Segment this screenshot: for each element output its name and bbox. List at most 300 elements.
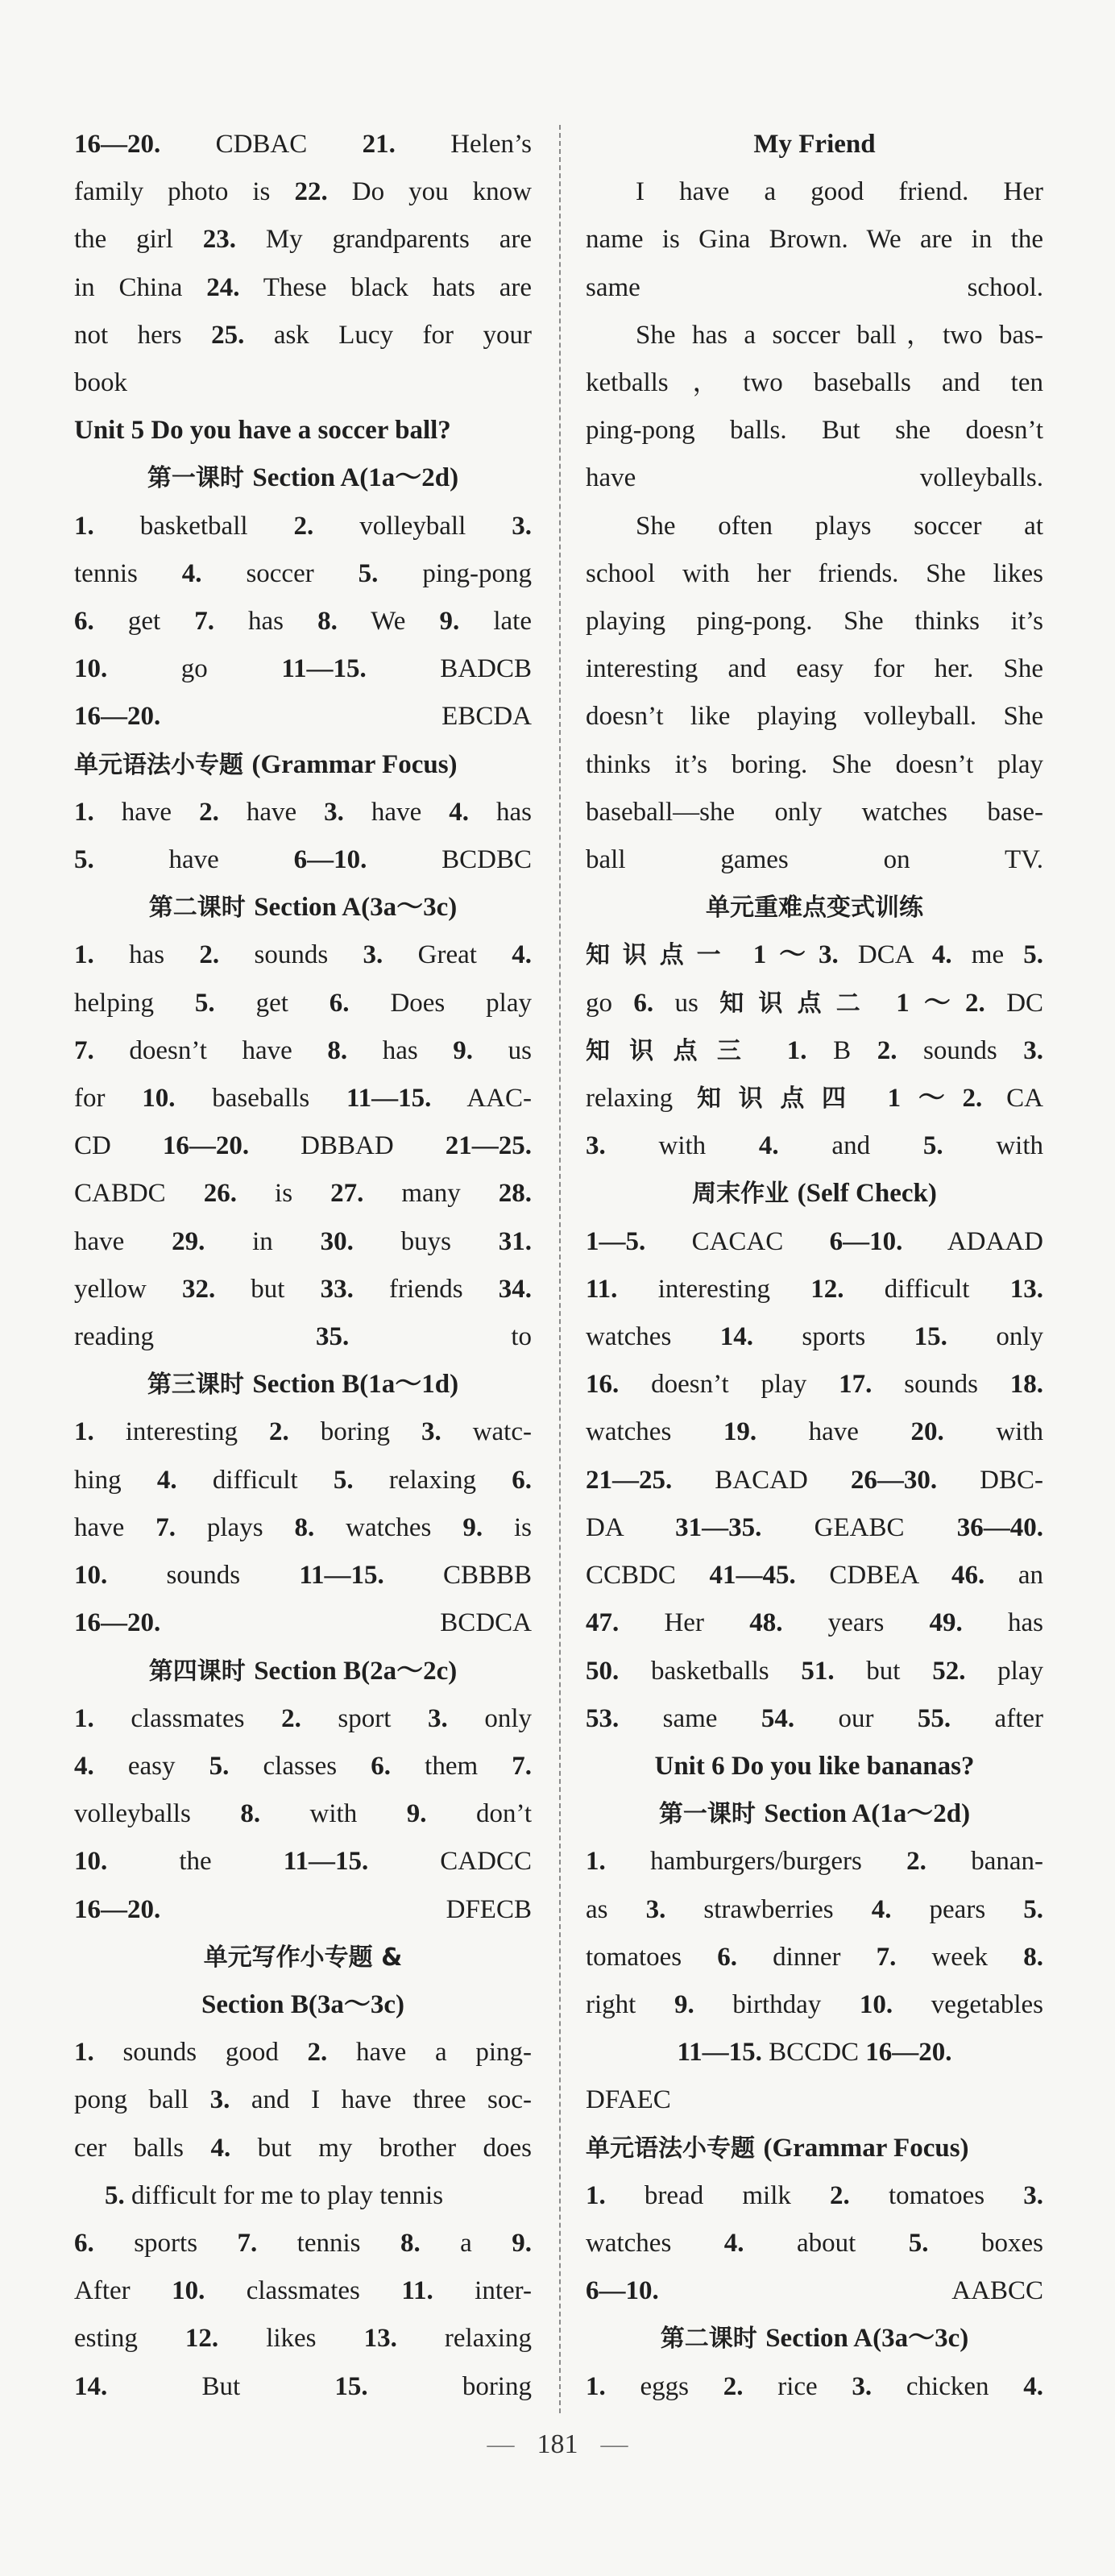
answer-text: hing [74,1465,157,1495]
question-number: 25. [211,320,245,350]
question-number: 6. [74,2228,94,2258]
right-line [586,1408,1043,1456]
answer-text: ketballs，two baseballs and ten [586,368,1043,398]
question-number: 3. [1023,2180,1043,2210]
answer-text: the girl [74,225,203,255]
question-number: 8. [240,1799,261,1829]
answer-text: but my brother does [230,2133,532,2163]
left-line [74,216,532,263]
answer-text: watches [586,1322,720,1352]
question-number: 16—20. [74,702,161,732]
right-line [586,2172,1043,2220]
question-number: 1～2. [863,1084,983,1114]
answer-text: EBCDA [160,702,532,732]
section-heading: Unit 6 Do you like bananas? [654,1751,975,1781]
answer-text: Her [619,1608,750,1638]
question-number: 33. [320,1274,354,1304]
question-number: 3. [1023,1035,1043,1065]
answer-text: to [349,1322,532,1352]
question-number: 5. [74,845,94,875]
section-heading-cn: 第二课时 [148,894,255,923]
question-number: 51. [801,1656,835,1686]
question-number: 4. [449,797,469,827]
footer-dash-left: — [487,2429,515,2459]
answer-text: in China [74,272,207,302]
right-line [586,1934,1043,1981]
answer-text: us [473,1035,532,1065]
right-line [586,1695,1043,1743]
question-number: 50. [586,1656,620,1686]
answer-text: for [74,1084,143,1114]
answer-text: vegetables [893,1989,1043,2019]
question-number: 9. [462,1512,483,1542]
answer-text: DFECB [160,1894,532,1924]
question-number: 2. [269,1417,289,1447]
knowledge-point-label: 知识点三 [586,1036,761,1065]
answer-text: has [93,940,200,970]
answer-text: sounds [107,1561,300,1591]
left-line [74,1218,532,1266]
question-number: 1～3. [733,940,839,970]
question-number: 5. [333,1465,354,1495]
answer-text: easy [93,1751,209,1781]
answer-text: but [834,1656,933,1686]
left-line [74,1408,532,1456]
question-number: 54. [761,1703,795,1733]
right-line [586,693,1043,740]
answer-text: AABCC [658,2276,1043,2306]
answer-text: difficult [844,1274,1010,1304]
answer-text: relaxing [353,1465,512,1495]
question-number: 20. [910,1417,944,1447]
left-line [74,1027,532,1075]
question-number: 9. [674,1989,694,2019]
question-number: 32. [181,1274,216,1304]
question-number: 3. [209,2085,230,2115]
answer-text: interesting [617,1274,811,1304]
answer-text: get [214,988,330,1018]
left-line [74,1886,532,1934]
question-number: 4. [512,940,532,970]
answer-text: sports [93,2228,238,2258]
section-heading-cn: 单元语法小专题 [74,750,252,779]
right-line [586,1027,1043,1075]
left-line [74,312,532,359]
answer-text: BCDBC [367,845,532,875]
question-number: 10. [859,1989,893,2019]
question-number: 4. [758,1131,779,1161]
answer-text: tennis [74,558,182,588]
answer-text: boring [367,2371,532,2401]
question-number: 1. [586,2371,606,2401]
question-number: 1. [74,940,94,970]
question-number: 5. [209,1751,230,1781]
question-number: 2. [307,2038,328,2068]
right-line [586,1122,1043,1170]
answer-text: DBBAD [249,1131,446,1161]
left-line [74,789,532,836]
section-heading: My Friend [753,130,876,159]
answer-text: classmates [205,2276,402,2306]
question-number: 6—10. [829,1226,903,1256]
section-heading-cn: 第二课时 [660,2325,766,2354]
answer-text: me [951,940,1024,970]
right-line [586,1504,1043,1552]
answer-text: sounds good [93,2038,308,2068]
right-line [586,1361,1043,1408]
left-line [74,1934,532,1981]
right-line [586,1266,1043,1313]
left-line [74,1457,532,1504]
left-line [74,1981,532,2029]
question-number: 5. [922,1131,943,1161]
answer-text: baseballs [175,1084,346,1114]
question-number: 19. [723,1417,757,1447]
left-line [74,2076,532,2124]
answer-text: DBC- [937,1465,1043,1495]
question-number: 2. [830,2180,850,2210]
answer-text: same [619,1703,761,1733]
answer-text: DFAEC [586,2085,671,2115]
answer-text: reading [74,1322,317,1352]
section-heading: (Grammar Focus) [763,2133,969,2163]
answer-text: and I have three soc- [230,2085,532,2115]
question-number: 2. [906,1847,926,1877]
answer-text: go [586,988,634,1018]
section-heading: Section A(3a～3c) [765,2324,969,2354]
question-number: 9. [512,2228,532,2258]
answer-text: have [756,1417,911,1447]
left-line [74,598,532,645]
question-number: 53. [586,1703,620,1733]
question-number: 5. [194,988,215,1018]
answer-text: them [391,1751,512,1781]
answer-text: friends [353,1274,499,1304]
question-number: 1. [74,1703,94,1733]
question-number: 8. [294,1512,315,1542]
answer-text: with [943,1417,1043,1447]
left-line [74,503,532,550]
left-line [74,550,532,598]
answer-text: relaxing [586,1084,698,1114]
question-number: 7. [74,1035,94,1065]
answer-text: same school. [586,272,1043,302]
question-number: 28. [498,1179,532,1209]
answer-text: watches [314,1512,463,1542]
left-line [74,1504,532,1552]
right-line [586,1075,1043,1122]
left-line [74,2315,532,2362]
answer-text: difficult [176,1465,334,1495]
section-heading: Section A(1a～2d) [764,1799,971,1829]
knowledge-point-label: 知识点四 [697,1085,864,1114]
knowledge-point-label: 知识点一 [586,941,734,970]
left-line [74,1743,532,1790]
question-number: 1. [586,2180,606,2210]
question-number: 16—20. [865,2038,952,2068]
question-number: 29. [172,1226,205,1256]
answer-text: boring [288,1417,421,1447]
right-line [586,2315,1043,2362]
answer-text: CDBEA [795,1561,951,1591]
right-line [586,741,1043,789]
right-line [586,407,1043,454]
question-number: 8. [317,607,338,637]
left-line [74,2125,532,2172]
question-number: 49. [929,1608,963,1638]
right-line [586,1599,1043,1647]
right-line [586,598,1043,645]
question-number: 48. [749,1608,783,1638]
answer-text: soccer [201,558,359,588]
answer-text: have a ping- [327,2038,532,2068]
answer-text: BACAD [672,1465,851,1495]
question-number: 1—5. [586,1226,646,1256]
question-number: 5. [105,2180,125,2210]
question-number: 15. [914,1322,947,1352]
answer-text: sport [301,1703,428,1733]
right-line [586,884,1043,931]
question-number: 4. [723,2228,744,2258]
answer-text: watc- [441,1417,532,1447]
answer-text: tomatoes [586,1942,718,1972]
answer-text: likes [218,2324,364,2354]
left-line [74,1075,532,1122]
section-heading-cn: 第一课时 [147,464,253,493]
answer-text: bread milk [605,2180,831,2210]
question-number: 3. [586,1131,606,1161]
left-line [74,2267,532,2315]
answer-text: CBBBB [383,1561,532,1591]
right-line [586,1790,1043,1838]
right-line [586,1648,1043,1695]
section-heading-cn: 单元语法小专题 [586,2134,764,2163]
section-heading-cn: 单元写作小专题 & [203,1943,403,1972]
answer-text: years [782,1608,930,1638]
left-line [74,1790,532,1838]
left-line [74,741,532,789]
answer-text: ball games on TV. [586,845,1043,875]
left-line [74,1122,532,1170]
right-line [586,789,1043,836]
answer-text: basketball [93,511,294,541]
section-heading-cn: 第一课时 [658,1800,765,1829]
answer-text: many [363,1179,499,1209]
answer-text: have [343,797,450,827]
answer-text: only [447,1703,532,1733]
right-column [586,121,1043,2411]
question-number: 10. [74,1847,108,1877]
question-number: 9. [453,1035,474,1065]
question-number: 5. [1023,940,1043,970]
question-number: 14. [719,1322,753,1352]
question-number: 10. [142,1084,176,1114]
right-line [586,1457,1043,1504]
question-number: 10. [74,654,108,684]
answer-text: have [74,1512,156,1542]
right-line [586,2125,1043,2172]
answer-text: DA [586,1512,676,1542]
right-line [586,2267,1043,2315]
answer-text: don’t [426,1799,532,1829]
answer-text: have [74,1226,172,1256]
answer-text: has [347,1035,454,1065]
question-number: 31. [498,1226,532,1256]
answer-text: book [74,368,127,398]
left-line [74,2220,532,2267]
answer-text: thinks it’s boring. She doesn’t play [586,749,1043,779]
right-line [586,503,1043,550]
left-line [74,693,532,740]
question-number: 16—20. [74,1894,161,1924]
right-line [586,550,1043,598]
section-heading: (Self Check) [797,1179,937,1209]
section-heading-cn: 单元重难点变式训练 [706,894,923,923]
answer-text: doesn’t play [619,1370,839,1400]
answer-text: playing ping-pong. She thinks it’s [586,607,1043,637]
answer-text: relaxing [396,2324,532,2354]
left-line [74,2172,532,2220]
left-line [74,1838,532,1885]
question-number: 15. [334,2371,368,2401]
left-line [74,836,532,884]
answer-text: CDBAC [160,130,363,159]
left-line [74,121,532,168]
left-line [74,1648,532,1695]
answer-text: But [107,2371,335,2401]
answer-text: GEABC [761,1512,957,1542]
left-line [74,931,532,979]
answer-text: family photo is [74,177,295,207]
question-number: 21—25. [445,1131,532,1161]
right-line [586,2029,1043,2076]
right-line [586,1743,1043,1790]
question-number: 4. [181,558,202,588]
question-number: 18. [1009,1370,1043,1400]
question-number: 7. [512,1751,532,1781]
question-number: 11. [586,1274,618,1304]
question-number: 41—45. [709,1561,796,1591]
question-number: 9. [406,1799,427,1829]
right-line [586,121,1043,168]
answer-text: She has a soccer ball，two bas- [636,320,1043,350]
answer-text: has [468,797,532,827]
answer-text: with [943,1131,1043,1161]
question-number: 11—15. [281,654,367,684]
left-line [74,884,532,931]
answer-text: ping-pong [378,558,532,588]
right-line [586,1981,1043,2029]
question-number: 3. [363,940,383,970]
answer-text: is [483,1512,532,1542]
left-line [74,1313,532,1361]
answer-text: name is Gina Brown. We are in the [586,225,1043,255]
question-number: 3. [421,1417,441,1447]
question-number: 9. [439,607,460,637]
answer-text: and [778,1131,923,1161]
answer-text: watches [586,2228,724,2258]
right-line [586,645,1043,693]
answer-text: CA [982,1084,1043,1114]
left-line [74,2029,532,2076]
answer-text: banan- [926,1847,1043,1877]
answer-text: hamburgers/burgers [605,1847,907,1877]
left-line [74,359,532,407]
left-line [74,1599,532,1647]
answer-text: tennis [257,2228,400,2258]
question-number: 6. [371,1751,392,1781]
footer-dash-right: — [600,2429,628,2459]
answer-text: boxes [928,2228,1043,2258]
answer-text: chicken [872,2371,1024,2401]
question-number: 16. [586,1370,620,1400]
answer-text: have [93,797,200,827]
answer-text: but [215,1274,321,1304]
left-line [74,980,532,1027]
answer-text: These black hats are [239,272,532,302]
left-line [74,264,532,312]
question-number: 6—10. [586,2276,659,2306]
answer-text: after [951,1703,1043,1733]
right-line [586,980,1043,1027]
answer-text: Do you know [327,177,532,207]
answer-text: our [794,1703,918,1733]
left-line [74,2363,532,2411]
answer-text: Helen’s [395,130,532,159]
question-number: 11—15. [677,2038,762,2068]
section-heading: Section B(1a～1d) [252,1370,459,1400]
right-line [586,264,1043,312]
right-line [586,312,1043,359]
question-number: 16—20. [74,130,161,159]
question-number: 10. [74,1561,108,1591]
answer-text: have volleyballs. [586,463,1043,493]
answer-text: My grandparents are [236,225,532,255]
answer-text: right [586,1989,674,2019]
answer-text: CADCC [368,1847,532,1877]
section-heading: Section B(3a～3c) [201,1989,405,2019]
left-line [74,1361,532,1408]
question-number: 2. [877,1035,897,1065]
question-number: 3. [852,2371,873,2401]
answer-text: BADCB [366,654,532,684]
question-number: 5. [908,2228,929,2258]
question-number: 3. [512,511,532,541]
answer-text: CABDC [74,1179,204,1209]
answer-text: an [984,1561,1043,1591]
question-number: 34. [498,1274,532,1304]
question-number: 6. [74,607,94,637]
section-heading-cn: 第三课时 [147,1371,253,1400]
answer-text: BCDCA [160,1608,532,1638]
question-number: 52. [932,1656,966,1686]
question-number: 21—25. [586,1465,673,1495]
left-line [74,407,532,454]
answer-text: with [260,1799,407,1829]
question-number: 5. [1023,1894,1043,1924]
question-number: 6. [512,1465,532,1495]
answer-text: as [586,1894,646,1924]
question-number: 30. [320,1226,354,1256]
answer-text: DCA [838,940,932,970]
question-number: 6—10. [293,845,367,875]
question-number: 11. [401,2276,433,2306]
question-number: 17. [839,1370,873,1400]
left-line [74,645,532,693]
answer-text: ADAAD [902,1226,1043,1256]
answer-text: doesn’t like playing volleyball. She [586,702,1043,732]
answer-text: volleyballs [74,1799,241,1829]
